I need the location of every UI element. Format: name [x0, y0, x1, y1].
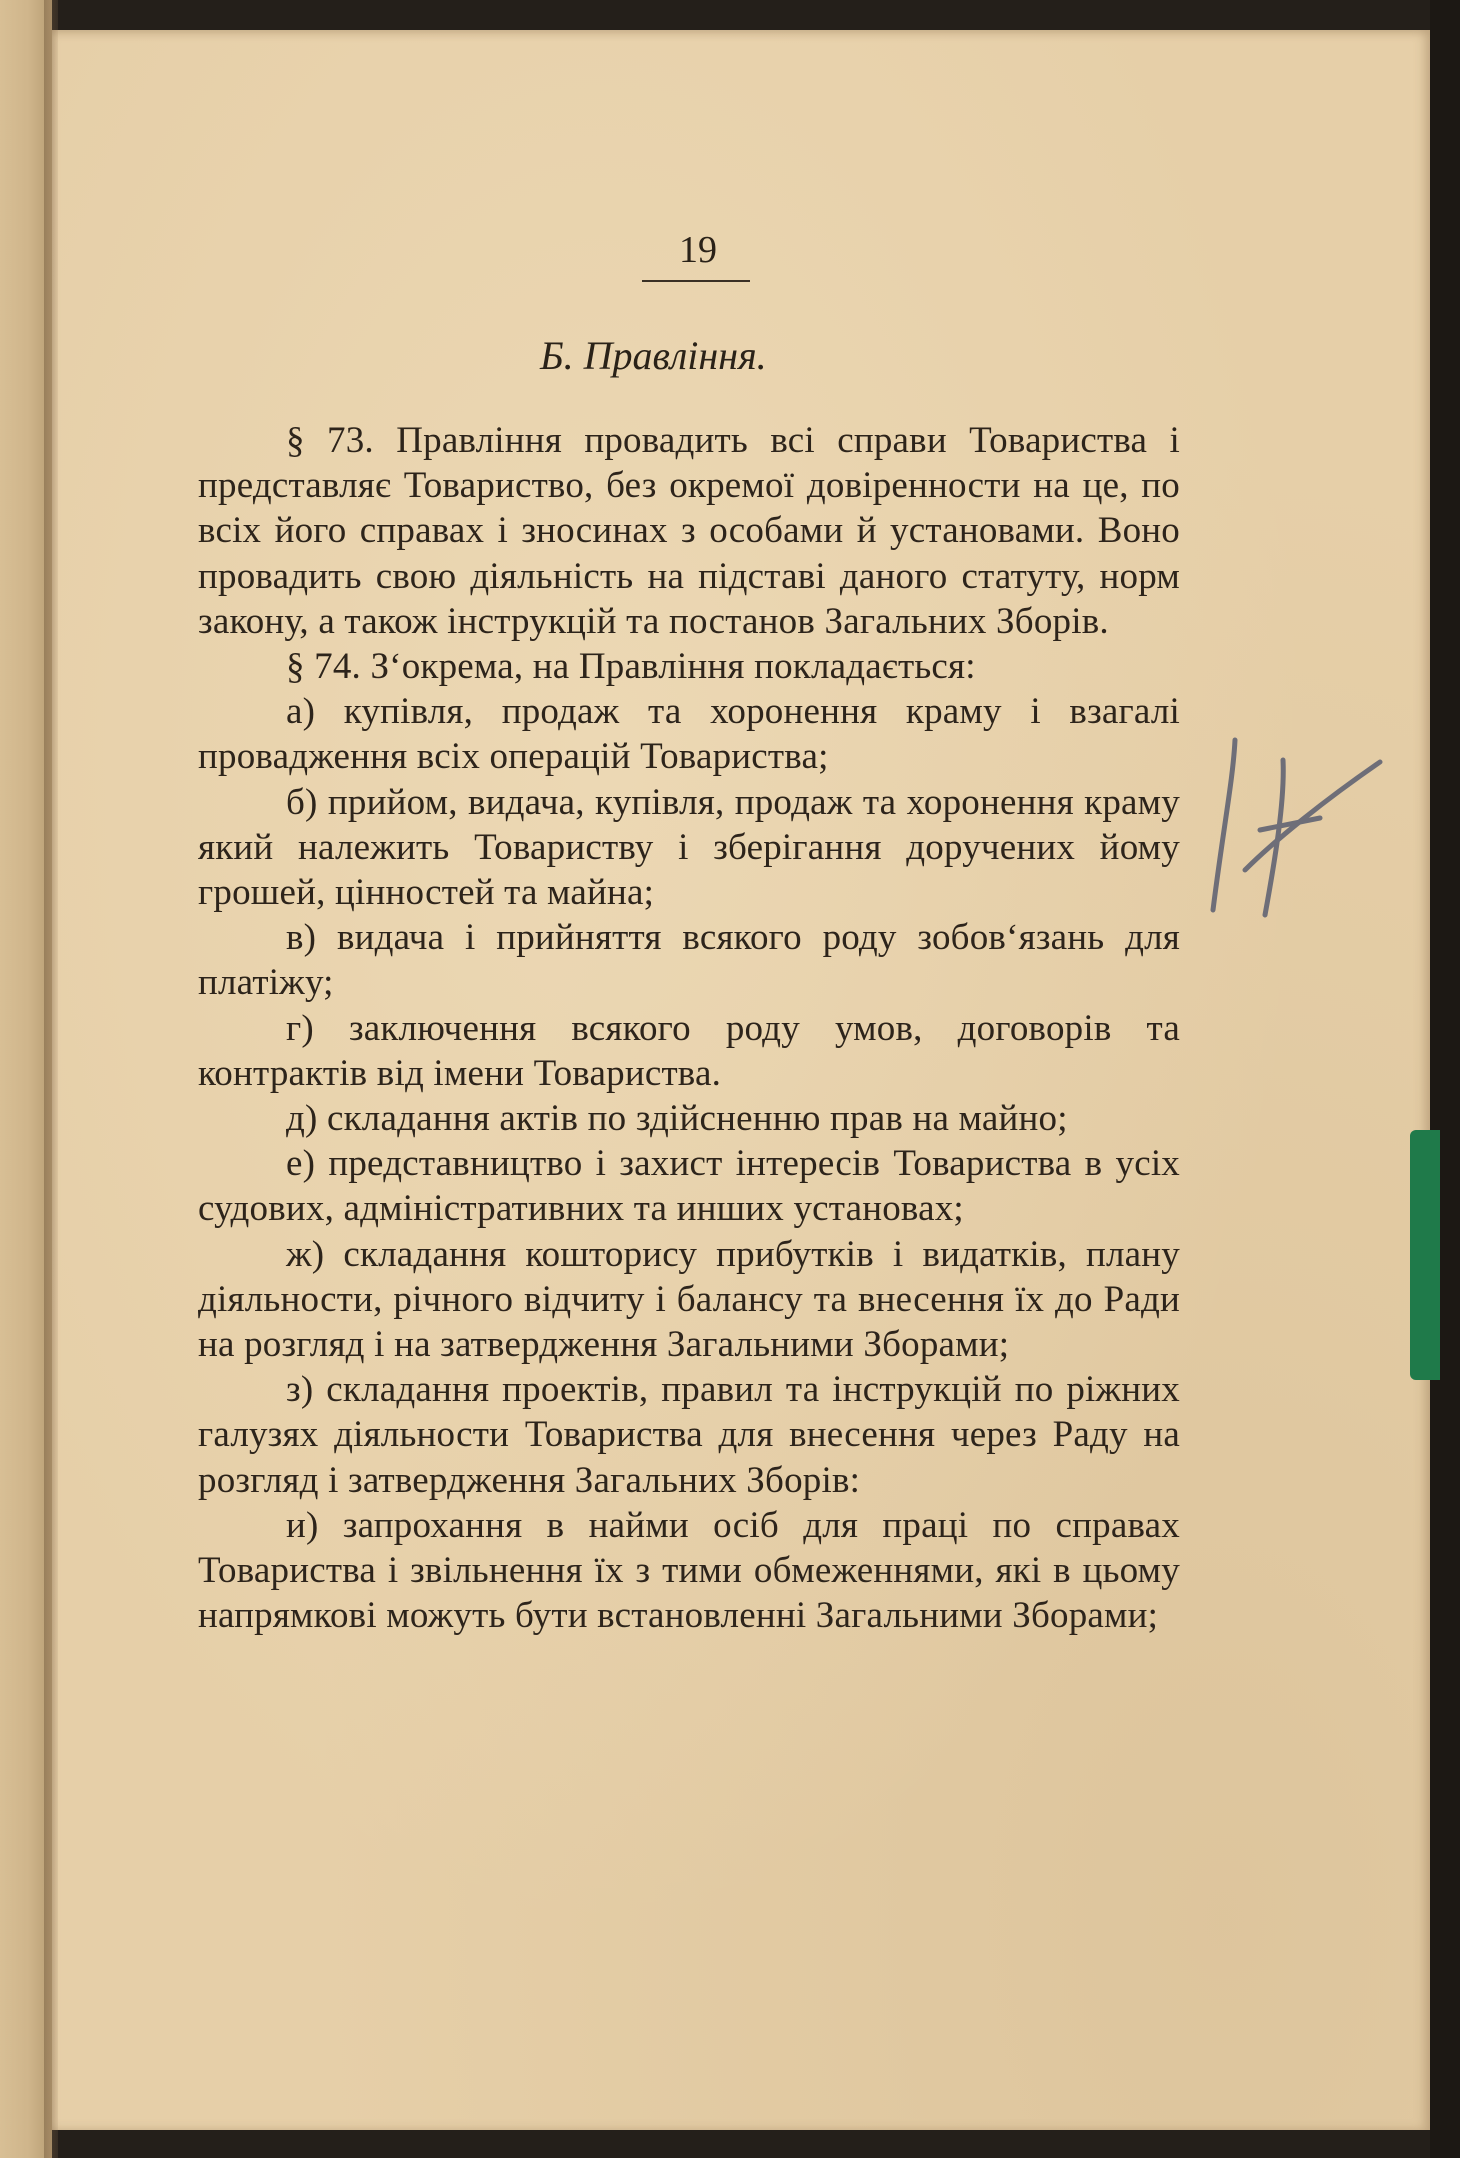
page-number: 19 [679, 229, 717, 271]
handwritten-page-mark [1205, 720, 1385, 930]
handwritten-stroke-one [1213, 740, 1235, 910]
list-item-z: з) складання проектів, правил та інструкцій по ріжних галузях діяльности Товариства для внесення через Раду на розгляд і затвердження Загальних Зборів: [198, 1369, 1180, 1501]
handwritten-stroke-seven [1245, 762, 1380, 870]
list-item-b: б) прийом, видача, купівля, продаж та хоронення краму який належить Товариству і зберігання доручених йому грошей, цінностей та майна; [198, 781, 1180, 914]
list-item-e: е) представництво і захист інтересів Товариства в усіх судових, адміністративних та инших установах; [198, 1143, 1180, 1230]
body-text [198, 418, 1180, 1638]
right-background [1430, 0, 1460, 2158]
green-bookmark-tab [1410, 1130, 1440, 1380]
paragraph-73: § 73. Правління провадить всі справи Товариства і представляє Товариство, без окремої довіренности на це, по всіх його справах і зносинах з особами й установами. Воно провадить свою діяльність на підставі даного статуту, норм закону, а також інструкцій та постанов Загальних Зборів. [198, 420, 1180, 642]
list-item-y: и) запрохання в найми осіб для праці по справах Товариства і звільнення їх з тими обмеженнями, які в цьому напрямкові можуть бути встановленні Загальними Зборами; [198, 1504, 1180, 1637]
list-item-g: г) заключення всякого роду умов, договорів та контрактів від імени Товариства. [198, 1007, 1180, 1094]
list-item-d: д) складання актів по здійсненню прав на майно; [286, 1098, 1068, 1140]
page-number-underline [642, 280, 750, 282]
list-item-a: а) купівля, продаж та хоронення краму і взагалі провадження всіх операцій Товариства; [198, 691, 1180, 778]
list-item-v: в) видача і прийняття всякого роду зобов‘язань для платіжу; [198, 917, 1180, 1004]
section-title: Б. Правління. [540, 333, 767, 378]
list-item-zh: ж) складання кошторису прибутків і видатків, плану діяльности, річного відчиту і балансу та внесення їх до Ради на розгляд і на затвердження Загальними Зборами; [198, 1233, 1180, 1366]
paragraph-74: § 74. З‘окрема, на Правління покладається: [286, 646, 976, 688]
book-gutter [44, 0, 58, 2158]
